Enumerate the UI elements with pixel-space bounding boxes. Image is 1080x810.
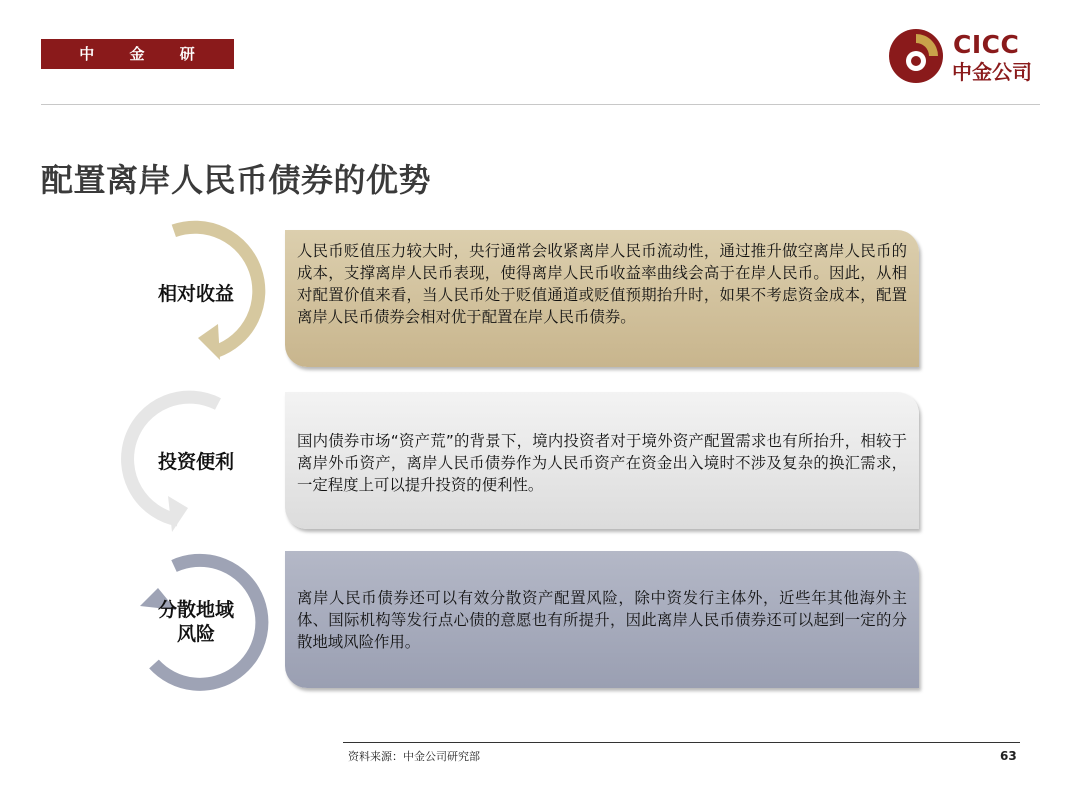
page-title: 配置离岸人民币债券的优势 — [41, 161, 432, 199]
item-label-relative-return: 相对收益 — [157, 283, 234, 305]
logo-text-cn: 中金公司 — [952, 60, 1032, 84]
page-number: 63 — [1000, 749, 1017, 763]
department-tag: 中 金 研 究 部 — [41, 39, 234, 69]
header-divider — [41, 104, 1040, 105]
item-label-diversify-risk-line2: 风险 — [176, 623, 215, 645]
panel-investment-convenience: 国内债券市场“资产荒”的背景下，境内投资者对于境外资产配置需求也有所抬升，相较于离岸外币资产，离岸人民币债券作为人民币资产在资金出入境时不涉及复杂的换汇需求，一定程度上可以提升投资的便利性。 — [285, 392, 919, 529]
cicc-logo — [888, 28, 1043, 83]
panel-diversify-risk: 离岸人民币债券还可以有效分散资产配置风险，除中资发行主体外，近些年其他海外主体、国际机构等发行点心债的意愿也有所提升，因此离岸人民币债券还可以起到一定的分散地域风险作用。 — [285, 551, 919, 688]
item-label-investment-convenience: 投资便利 — [157, 451, 234, 473]
item-label-diversify-risk — [141, 598, 251, 646]
item-label-diversify-risk-line1: 分散地域 — [157, 599, 234, 621]
logo-text-en: CICC — [953, 30, 1020, 59]
source-note: 资料来源：中金公司研究部 — [348, 750, 480, 763]
panel-relative-return: 人民币贬值压力较大时，央行通常会收紧离岸人民币流动性，通过推升做空离岸人民币的成本，支撑离岸人民币表现，使得离岸人民币收益率曲线会高于在岸人民币。因此，从相对配置价值来看，当人民币处于贬值通道或贬值预期抬升时，如果不考虑资金成本，配置离岸人民币债券会相对优于配置在岸人民币债券。 — [285, 230, 919, 367]
cicc-logo-mark-icon — [888, 28, 944, 84]
footer-divider — [343, 742, 1020, 743]
